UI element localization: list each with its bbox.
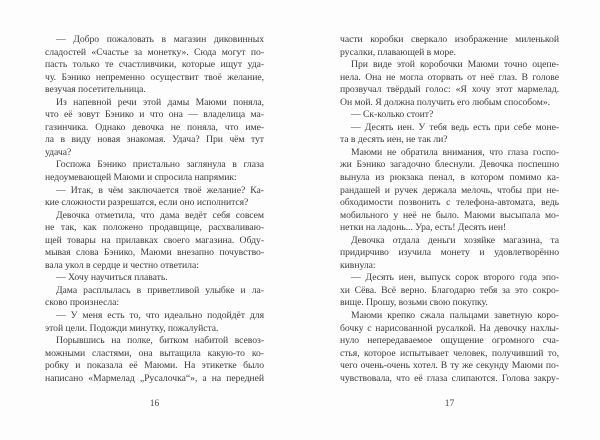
text-line: Из напевной речи этой дамы Маюми поняла, (56, 96, 264, 108)
text-line: чу. Бэнико непременно осуществит твоё желание, (45, 71, 264, 83)
text-line: Девочка отметила, что дама ведёт себя совсем (56, 209, 264, 221)
text-line: вище. Прошу, возьми свою покупку. (340, 297, 488, 309)
text-line: та в десять иен, не так ли? (340, 134, 448, 146)
text-line: чувствовала, что её глаза слипаются. Голова закру- (340, 372, 559, 384)
text-line: русалки, плавающей в море. (340, 46, 456, 58)
text-line: написано «Мармелад „Русалочка“», а на передней (45, 372, 264, 384)
book-page-left (45, 0, 264, 440)
text-line: придирчиво изучила монету и удовлетворённо (340, 247, 559, 259)
text-line: рандашей и ручек держала мелочь, чтобы при не- (340, 184, 559, 196)
text-line: прозвучал твёрдый голос: «Я хочу этот мармелад. (340, 84, 559, 96)
text-line: вынула из рюкзака пенал, в котором помимо ка- (340, 172, 559, 184)
text-line: пасть только те счастливчики, которые ищут уда- (45, 59, 264, 71)
text-line: вала укол в сердце и честно ответила: (45, 259, 199, 271)
text-line: Маюми не обратила внимания, что глаза госпо- (351, 146, 559, 158)
page-text (45, 34, 264, 385)
text-line: — Добро пожаловать в магазин диковинных (56, 34, 264, 45)
text-line: чего очень-очень хотел. В ту же секунду Маюми по- (340, 360, 559, 372)
text-line: что её зовут Бэнико и что она — владелица ма- (45, 109, 264, 121)
text-line: нуло непередаваемое ощущение огромного сча- (340, 335, 559, 347)
text-line: щей товары на прилавках своего магазина. Обду- (45, 234, 264, 246)
text-line: Маюми крепко сжала пальцами заветную коро- (351, 310, 559, 322)
text-line: газинчика. Однако девочка не поняла, что име- (45, 121, 264, 133)
text-line: Порывшись на полке, битком набитой всевоз- (56, 335, 264, 347)
text-line: бочку с нарисованной русалкой. На девочку нахлы- (340, 322, 559, 334)
text-line: недоумевающей Маюми и спросила напрямик: (45, 172, 237, 184)
text-line: кивнула: (340, 259, 376, 271)
text-line: ла в виду новая знакомая. Удача? При чём тут (45, 134, 264, 146)
text-line: мобильного у неё не было. Маюми высыпала мо- (340, 209, 559, 221)
text-line: При виде этой коробочки Маюми точно оцепе- (351, 59, 559, 71)
text-line: — Десять иен. У тебя ведь есть при себе моне- (351, 121, 559, 133)
text-line: мывая слова Бэнико, Маюми внезапно почувство- (45, 247, 264, 259)
page-number: 16 (149, 399, 160, 409)
text-line: — Хочу научиться плавать. (56, 272, 168, 284)
text-line: — Итак, в чём заключается твоё желание? Ка- (56, 184, 264, 196)
text-line: сково произнесла: (45, 297, 120, 309)
text-line: кие сложности разрешатся, если оно исполнится? (45, 197, 249, 209)
text-line: стья, которое испытывает человек, получивший то, (340, 347, 559, 359)
text-line: Он мой. Я должна получить его любым способом». (340, 96, 551, 108)
text-line: Госпожа Бэнико пристально заглянула в глаза (56, 159, 264, 171)
text-line: этой цели. Подожди минутку, пожалуйста. (45, 322, 219, 334)
text-line: хи Сёва. Всё верно. Благодарю тебя за это сокро- (340, 284, 559, 296)
page-text (340, 34, 559, 385)
text-line: — Десять иен, выпуск сорок второго года эпо- (351, 272, 559, 284)
text-line: нетки на ладонь... Ура, есть! Десять иен! (340, 222, 507, 234)
text-line: обходимости позвонить с телефона-автомата, ведь (340, 197, 559, 209)
text-line: Девочка отдала деньги хозяйке магазина, та (351, 234, 559, 246)
text-line: везучая посетительница. (45, 84, 146, 96)
text-line: сладостей «Счастье за монетку». Сюда могут по- (45, 46, 264, 58)
text-line: робку и показала её Маюми. На этикетке было (45, 360, 264, 372)
text-line: Дама расплылась в приветливой улыбке и ла- (56, 284, 264, 296)
text-line: части коробки сверкало изображение миленькой (340, 34, 559, 45)
text-line: жи Бэнико загадочно блеснули. Девочка поспешно (340, 159, 559, 171)
book-page-right (340, 0, 559, 440)
page-number: 17 (444, 399, 455, 409)
text-line: — Ск-колько стоит? (351, 109, 434, 121)
text-line: можными сластями, она вытащила какую-то ко- (45, 347, 264, 359)
text-line: не так, как положено продавщице, расхваливаю- (45, 222, 264, 234)
text-line: нела. Она не могла оторвать от неё глаз. В голове (340, 71, 559, 83)
text-line: удача? (45, 146, 72, 158)
text-line: — У меня есть то, что идеально подойдёт для (56, 310, 264, 322)
